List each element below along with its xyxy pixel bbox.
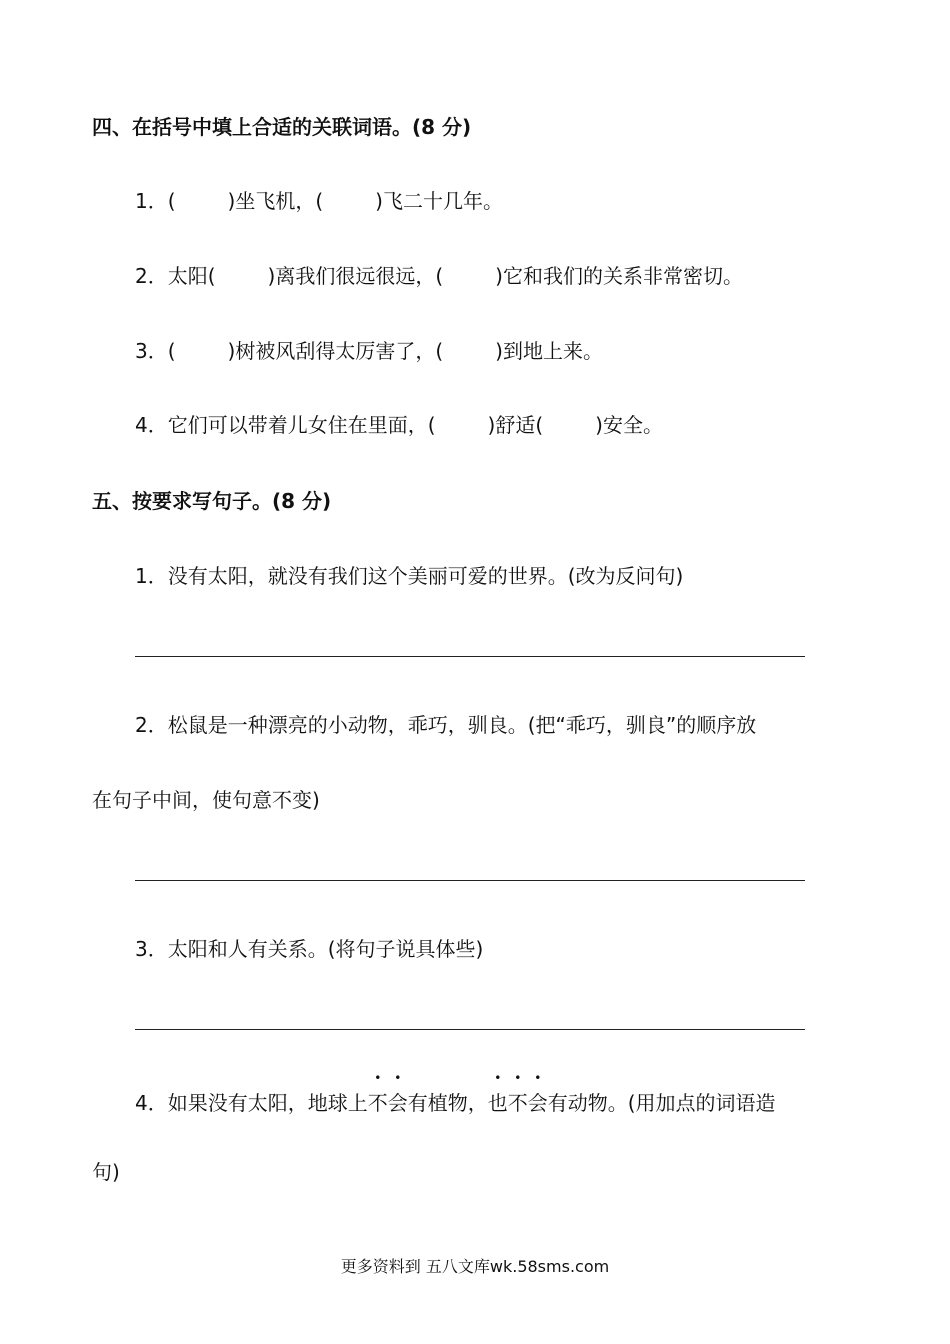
s5-question-1: 1．没有太阳，就没有我们这个美丽可爱的世界。(改为反问句) — [135, 564, 684, 588]
dotted-char: 会 — [387, 1091, 408, 1115]
answer-line-1 — [135, 656, 805, 657]
dotted-char: 会 — [527, 1091, 548, 1115]
s4-question-4: 4．它们可以带着儿女住在里面，( )舒适( )安全。 — [135, 413, 663, 437]
s5-question-4-line-2: 句) — [92, 1160, 120, 1184]
s4-question-1: 1．( )坐飞机，( )飞二十几年。 — [135, 189, 503, 213]
footer-link[interactable]: 更多资料到 五八文库wk.58sms.com — [340, 1257, 610, 1276]
s5-question-4-line-1: 4．如果没有太阳，地球上不会有植物，也不会有动物。(用加点的词语造 — [135, 1091, 776, 1115]
s5-question-3: 3．太阳和人有关系。(将句子说具体些) — [135, 937, 484, 961]
section-5-title: 五、按要求写句子。(8 分) — [92, 489, 332, 513]
dotted-char: 不 — [367, 1091, 388, 1115]
s5-question-2-line-1: 2．松鼠是一种漂亮的小动物，乖巧，驯良。(把“乖巧，驯良”的顺序放 — [135, 713, 757, 737]
s5-question-2-line-2: 在句子中间，使句意不变) — [92, 788, 320, 812]
answer-line-3 — [135, 1029, 805, 1030]
s4-question-2: 2．太阳( )离我们很远很远，( )它和我们的关系非常密切。 — [135, 264, 743, 288]
dotted-char: 不 — [507, 1091, 528, 1115]
dotted-char: 也 — [487, 1091, 508, 1115]
section-4-title: 四、在括号中填上合适的关联词语。(8 分) — [92, 115, 472, 139]
s4-question-3: 3．( )树被风刮得太厉害了，( )到地上来。 — [135, 339, 603, 363]
answer-line-2 — [135, 880, 805, 881]
